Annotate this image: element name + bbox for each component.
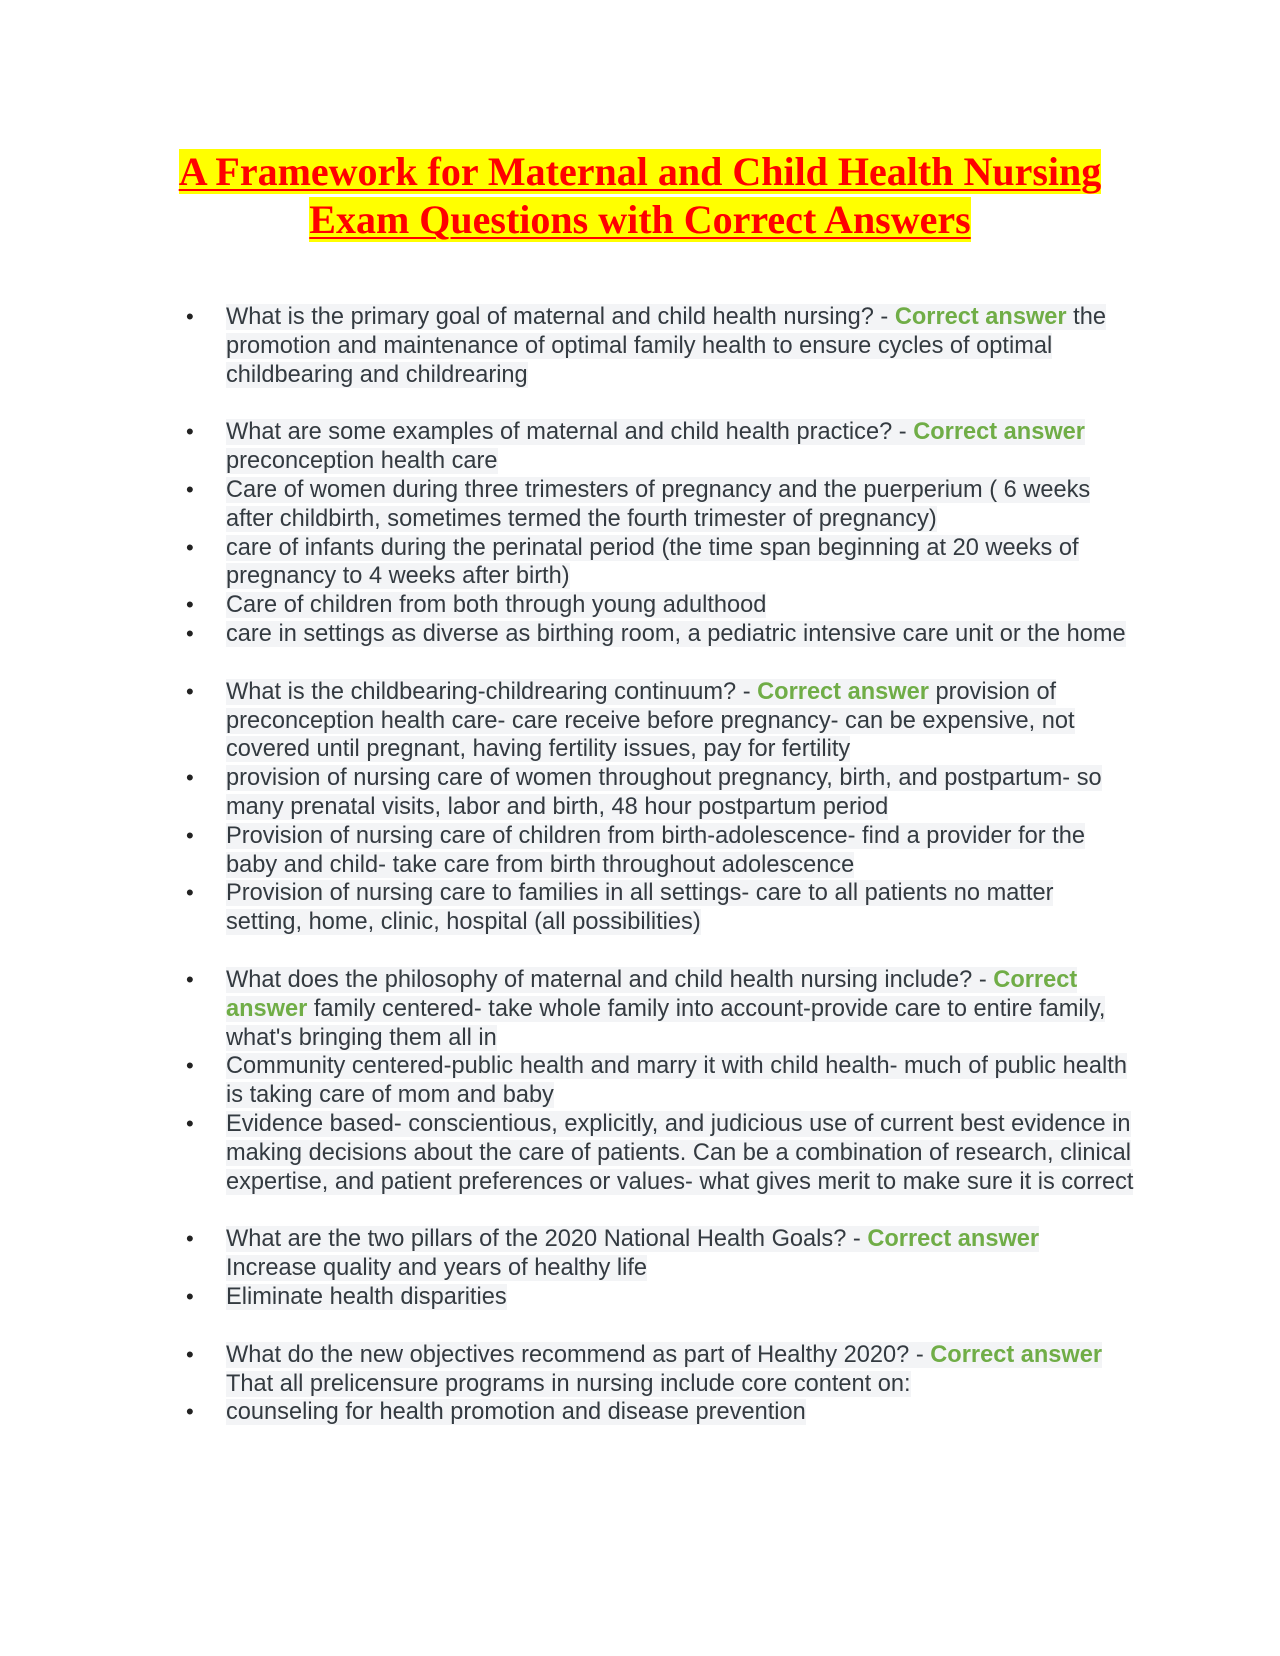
- bullet-icon: •: [186, 1283, 194, 1309]
- bullet-icon: •: [186, 476, 194, 502]
- answer-text: Increase quality and years of healthy life: [226, 1255, 648, 1282]
- answer-item: [0, 620, 1136, 649]
- bullet-icon: •: [186, 1053, 194, 1079]
- bullet-icon: •: [186, 1226, 194, 1252]
- question-text: What are the two pillars of the 2020 National Health Goals? -: [226, 1226, 868, 1253]
- answer-text: Provision of nursing care of children from birth-adolescence- find a provider for the baby and child- take care from birth throughout adolescence: [226, 822, 1085, 878]
- question-item: [0, 1225, 1136, 1283]
- correct-answer-label: Correct answer: [913, 419, 1085, 446]
- qa-group: [0, 303, 1280, 389]
- answer-text: care in settings as diverse as birthing room, a pediatric intensive care unit or the home: [226, 620, 1126, 647]
- bullet-icon: •: [186, 880, 194, 906]
- answer-text: family centered- take whole family into account-provide care to entire family, what's bringing them all in: [226, 995, 1106, 1051]
- bullet-icon: •: [186, 592, 194, 618]
- question-item: [0, 418, 1136, 476]
- bullet-icon: •: [186, 765, 194, 791]
- qa-group: [0, 966, 1280, 1196]
- answer-item: [0, 764, 1136, 822]
- question-text: What is the primary goal of maternal and child health nursing? -: [226, 304, 895, 330]
- answer-item: [0, 1283, 1136, 1312]
- bullet-icon: •: [186, 822, 194, 848]
- question-item: [0, 678, 1136, 764]
- correct-answer-label: Correct answer: [867, 1226, 1040, 1253]
- answer-text: preconception health care: [226, 448, 498, 475]
- answer-item: [0, 476, 1136, 534]
- answer-text: Community centered-public health and marry it with child health- much of public health is taking care of mom and baby: [226, 1053, 1127, 1109]
- qa-list: [0, 303, 1280, 1427]
- bullet-icon: •: [186, 1399, 194, 1425]
- answer-text: Eliminate health disparities: [226, 1283, 507, 1310]
- bullet-icon: •: [186, 1341, 194, 1367]
- question-item: [0, 966, 1136, 1052]
- correct-answer-label: Correct answer: [226, 966, 1078, 1022]
- answer-item: [0, 534, 1136, 592]
- answer-text: Evidence based- conscientious, explicitly, and judicious use of current best evidence in making decisions about the care of patients. Can be a combination of research, clinical expertise, and patient preferences or values- what gives merit to make sure it is correct: [226, 1110, 1134, 1195]
- question-text: What does the philosophy of maternal and child health nursing include? -: [226, 966, 994, 993]
- correct-answer-label: Correct answer: [930, 1341, 1103, 1368]
- bullet-icon: •: [186, 1110, 194, 1136]
- bullet-icon: •: [186, 304, 194, 329]
- qa-group: [0, 678, 1280, 937]
- qa-group: [0, 418, 1280, 648]
- answer-text: counseling for health promotion and disease prevention: [226, 1399, 806, 1426]
- title-line-2: Exam Questions with Correct Answers: [309, 197, 971, 242]
- correct-answer-label: Correct answer: [894, 304, 1067, 330]
- bullet-icon: •: [186, 620, 194, 646]
- bullet-icon: •: [186, 678, 194, 704]
- bullet-icon: •: [186, 966, 194, 992]
- question-item: [0, 1341, 1136, 1399]
- bullet-icon: •: [186, 419, 194, 445]
- question-text: What are some examples of maternal and child health practice? -: [226, 419, 914, 446]
- question-text: What do the new objectives recommend as part of Healthy 2020? -: [226, 1341, 931, 1368]
- answer-item: [0, 822, 1136, 880]
- bullet-icon: •: [186, 534, 194, 560]
- document-title: [120, 148, 1160, 244]
- qa-group: [0, 1341, 1280, 1427]
- answer-text: the promotion and maintenance of optimal family health to ensure cycles of optimal childbearing and childrearing: [226, 304, 1106, 388]
- answer-item: [0, 591, 1136, 620]
- question-text: What is the childbearing-childrearing continuum? -: [226, 678, 758, 705]
- answer-item: [0, 1398, 1136, 1427]
- answer-text: provision of nursing care of women throughout pregnancy, birth, and postpartum- so many prenatal visits, labor and birth, 48 hour postpartum period: [226, 765, 1102, 820]
- title-line-1: A Framework for Maternal and Child Health Nursing: [178, 149, 1102, 194]
- answer-text: Provision of nursing care to families in all settings- care to all patients no matter setting, home, clinic, hospital (all possibilities): [226, 880, 1054, 936]
- answer-item: [0, 1052, 1136, 1110]
- question-item: [0, 303, 1136, 389]
- answer-item: [0, 879, 1136, 937]
- answer-item: [0, 1110, 1136, 1196]
- answer-text: care of infants during the perinatal period (the time span beginning at 20 weeks of pregnancy to 4 weeks after birth): [226, 534, 1079, 590]
- answer-text: Care of women during three trimesters of pregnancy and the puerperium ( 6 weeks after childbirth, sometimes termed the fourth trimester of pregnancy): [226, 476, 1091, 532]
- qa-group: [0, 1225, 1280, 1311]
- answer-text: provision of preconception health care- care receive before pregnancy- can be expensive, not covered until pregnant, having fertility issues, pay for fertility: [226, 678, 1075, 763]
- answer-text: Care of children from both through young adulthood: [226, 592, 767, 619]
- correct-answer-label: Correct answer: [757, 678, 929, 705]
- answer-text: That all prelicensure programs in nursing include core content on:: [226, 1370, 911, 1397]
